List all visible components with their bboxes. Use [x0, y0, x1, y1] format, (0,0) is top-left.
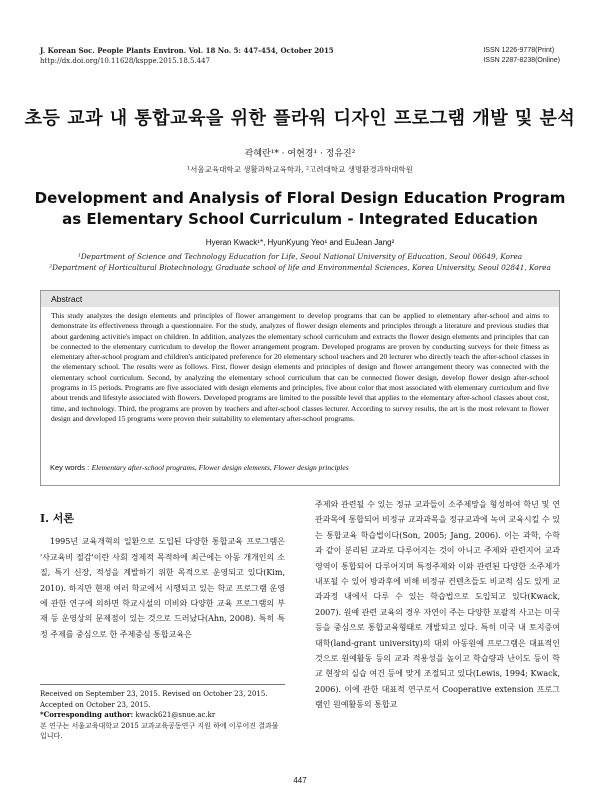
korean-affiliations: ¹서울교육대학교 생활과학교육학과, ²고려대학교 생명환경과학대학원 [187, 165, 413, 174]
journal-citation: J. Korean Soc. People Plants Environ. Vol. 18 No. 5: 447-454, October 2015 [40, 46, 334, 55]
doi-link[interactable]: http://dx.doi.org/10.11628/ksppe.2015.18.5.447 [40, 57, 211, 65]
left-column [40, 497, 285, 642]
korean-authors: 곽혜란¹* · 여현경¹ · 정유진² [244, 149, 356, 159]
english-affiliations [40, 252, 560, 273]
page-number: 447 [293, 776, 307, 785]
english-title [0, 188, 600, 230]
body-paragraph: 주제와 관련될 수 있는 정규 교과들이 소주제망을 형성하여 학년 및 연관과목에 통합되어 비정규 교과과목을 정규교과에 녹여 교육시킬 수 있는 통합교육 학습법이다(Son, 2005; Jang, 2006). 이는 과학, 수학과 같이 분리된 교과로 다루어지는 것이 아니고 주제와 관련지어 교과 영역이 통합되어 다루어지며 특정주제와 이와 관련된 다양한 소주제가 내포될 수 있어 방과후에 비해 비정규 컨텐츠들도 비교적 심도 있게 교과과정 내에서 다루 수 있는 학습법으로 도입되고 있다(Kwack, 2007). 원예 관련 교육의 경우 자연이 주는 다양한 포괄적 사고는 미국 등을 중심으로 통합교육형태로 개발되고 있다. 특히 미국 내 토지증여대학(land-grant university)의 대외 아동원예 프로그램은 대표적인 것으로 원예활동 등의 교과 적용성을 높이고 학습량과 난이도 등이 학교 현장의 실습 여건 등에 맞게 조절되고 있다(Lewis, 1994; Kwack, 2006). 이에 관한 대표적 연구로서 Cooperative extension 프로그램인 원예활동의 통합교 [315, 500, 560, 710]
abstract-box [40, 290, 560, 486]
corresponding-email[interactable]: kwack621@snue.ac.kr [135, 711, 216, 719]
korean-title: 초등 교과 내 통합교육을 위한 플라워 디자인 프로그램 개발 및 분석 [24, 108, 576, 129]
corresponding-author [40, 710, 285, 721]
english-authors: Hyeran Kwack¹*, HyunKyung Yeo¹ and EuJean Jang² [205, 238, 395, 247]
received-dates: Received on September 23, 2015. Revised on October 23, 2015. Accepted on October 23, 2015. [40, 690, 268, 709]
issn-online: ISSN 2287-8238(Online) [483, 57, 560, 64]
keywords-value: Elementary after-school programs, Flower design elements, Flower design principles [91, 463, 349, 472]
body-paragraph: 1995년 교육개혁의 일환으로 도입된 다양한 통합교육 프로그램은 '사교육비 절감'이란 사회 경제적 목적하에 최근에는 아동 개개인의 소질, 특기 신장, 적성을 계발하기 위한 목적으로 운영되고 있다(Kim, 2010). 하지만 현재 여러 학교에서 시행되고 있는 학교 프로그램 운영에 관한 연구에 의하면 학교시설의 미비와 다양한 교육 프로그램의 부재 등 운영상의 문제점이 있는 것으로 드러났다(Ahn, 2008). 특히 특정 주제를 중심으로 한 주제중심 통합교육은 [40, 537, 285, 639]
abstract-heading: Abstract [41, 291, 559, 307]
english-title-line-2: as Elementary School Curriculum - Integrated Education [62, 210, 538, 228]
footnotes [40, 684, 285, 742]
abstract-text: This study analyzes the design elements and principles of flower arrangement to develop programs that can be applied to elementary after-school and aims to demonstrate its effectiveness through a questionnaire. For the study, analyzes of flower design elements and principles through a literature and previous studies that about gardening activitie's impact on children. In addition, analyzes the elementary school curriculum and extracts the flower design elements and principles that can be connected to the elementary curriculum to develop the flower arrangement program. Developed programs are proven by conducting surveys for their fitness as elementary after-school program and children's anticipated preference for 20 elementary school teachers and 20 lecturer who directly teach the after-school classes in the elementary school. The results were as follows. First, flower design elements and principles of design and flower arrangement theory was connected with the elementary school curriculum. Second, by analyzing the elementary school curriculum that can be connected flower design, develop flower design after-school programs in 15 periods. Programs are five associated with design elements and principles, five about color that most associated with elementary curriculum and five about trends and lifestyle associated with flowers. Developed programs are limited to the possible level that applies to the elementary after-school classes about cost, time, and technology. Third, the programs are proven by teachers and after-school classes lecturer. According to survey results, the art is the most relevant to flower design and developed 15 programs were proven their suitability to elementary after-school programs. [51, 311, 549, 423]
keywords-label: Key words : [50, 463, 90, 472]
affiliation-1: ¹Department of Science and Technology Education for Life, Seoul National University of Education, Seoul 06649, Korea [77, 252, 523, 261]
right-column [315, 497, 560, 713]
corresponding-label: *Corresponding author: [40, 710, 134, 719]
issn-print: ISSN 1226-9778(Print) [483, 47, 555, 54]
issn-block [483, 46, 560, 66]
keywords [50, 463, 550, 472]
section-title-introduction: Ⅰ. 서론 [40, 512, 75, 525]
journal-header [40, 46, 334, 66]
affiliation-2: ²Department of Horticultural Biotechnology, Graduate school of life and Environmental Sciences, Korea University, Seoul 02841, Korea [49, 262, 551, 272]
english-title-line-1: Development and Analysis of Floral Design Education Program [34, 189, 566, 207]
funding-note: 본 연구는 서울교육대학교 2015 교과교육공동연구 지원 하에 이루어진 결과물입니다. [40, 721, 279, 740]
